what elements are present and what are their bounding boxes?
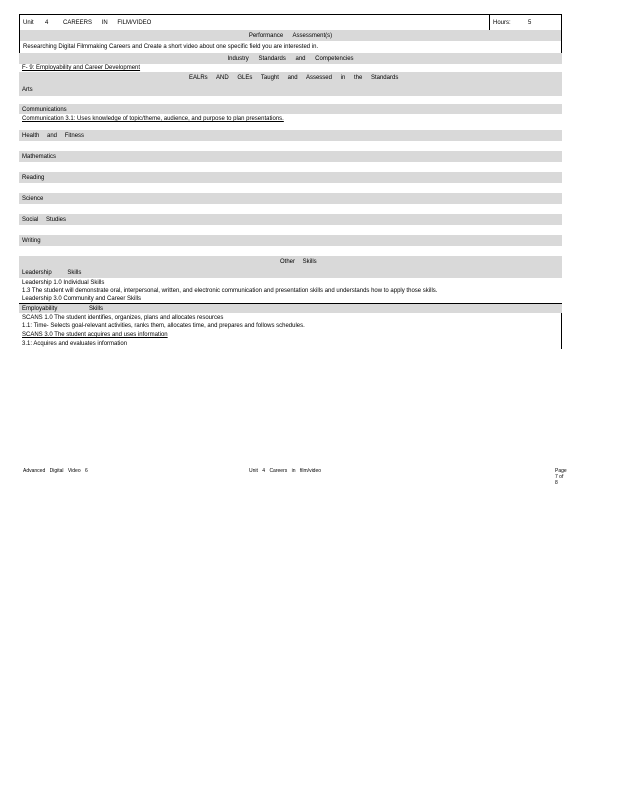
reading-label: Reading bbox=[19, 172, 562, 183]
footer-left: Advanced Digital Video 6 bbox=[23, 468, 88, 474]
scans-1: SCANS 1.0 The student identifies, organizes, plans and allocates resources bbox=[19, 313, 562, 321]
unit-label: Unit bbox=[23, 20, 34, 26]
hours-cell bbox=[489, 15, 562, 30]
spacer bbox=[19, 141, 562, 151]
performance-title: Performance Assessment(s) bbox=[19, 30, 562, 41]
arts-label: Arts bbox=[22, 87, 33, 93]
hours-value: 5 bbox=[528, 20, 532, 26]
other-skills-block bbox=[19, 256, 562, 278]
document-page bbox=[19, 14, 567, 486]
spacer bbox=[19, 183, 562, 193]
unit-title: CAREERS IN FILM/VIDEO bbox=[63, 20, 152, 26]
footer-center: Unit 4 Careers in film/video bbox=[249, 468, 322, 474]
ealrs-block bbox=[19, 72, 562, 96]
spacer bbox=[19, 204, 562, 214]
industry-title: Industry Standards and Competencies bbox=[19, 53, 562, 64]
science-label: Science bbox=[19, 193, 562, 204]
performance-text: Researching Digital Filmmaking Careers and Create a short video about one specific field you are interested in. bbox=[19, 41, 562, 53]
employability-label: Employability Skills bbox=[19, 303, 562, 313]
leadership-label: Leadership Skills bbox=[22, 270, 82, 276]
scans-3-1: 3.1: Acquires and evaluates information bbox=[19, 339, 562, 349]
spacer bbox=[19, 162, 562, 172]
writing-label: Writing bbox=[19, 235, 562, 246]
hours-label: Hours: bbox=[493, 20, 511, 26]
ealrs-title: EALRs AND GLEs Taught and Assessed in the Standards bbox=[189, 75, 399, 81]
spacer bbox=[19, 225, 562, 235]
scans-1-1: 1.1: Time- Selects goal-relevant activities, ranks them, allocates time, and prepares and follows schedules. bbox=[19, 321, 562, 330]
leadership-1: Leadership 1.0 Individual Skills bbox=[22, 280, 105, 286]
communications-item: Communication 3.1: Uses knowledge of topic/theme, audience, and purpose to plan presentations. bbox=[22, 116, 284, 122]
health-label: Health and Fitness bbox=[19, 130, 562, 141]
leadership-3: Leadership 3.0 Community and Career Skills bbox=[22, 296, 142, 302]
unit-number: 4 bbox=[45, 20, 49, 26]
industry-item: F- 9: Employability and Career Development bbox=[22, 65, 141, 71]
communications-label: Communications bbox=[19, 104, 562, 114]
scans-3: SCANS 3.0 The student acquires and uses information bbox=[19, 330, 562, 339]
mathematics-label: Mathematics bbox=[19, 151, 562, 162]
spacer bbox=[19, 246, 562, 256]
other-skills-title: Other Skills bbox=[280, 259, 317, 265]
footer-right: Page 7 of 8 bbox=[555, 468, 567, 486]
social-studies-label: Social Studies bbox=[19, 214, 562, 225]
leadership-1-3: 1.3 The student will demonstrate oral, interpersonal, written, and electronic communication and presentation skills and understands how to apply those skills. bbox=[22, 288, 438, 294]
spacer bbox=[19, 96, 562, 104]
unit-header bbox=[19, 14, 562, 30]
